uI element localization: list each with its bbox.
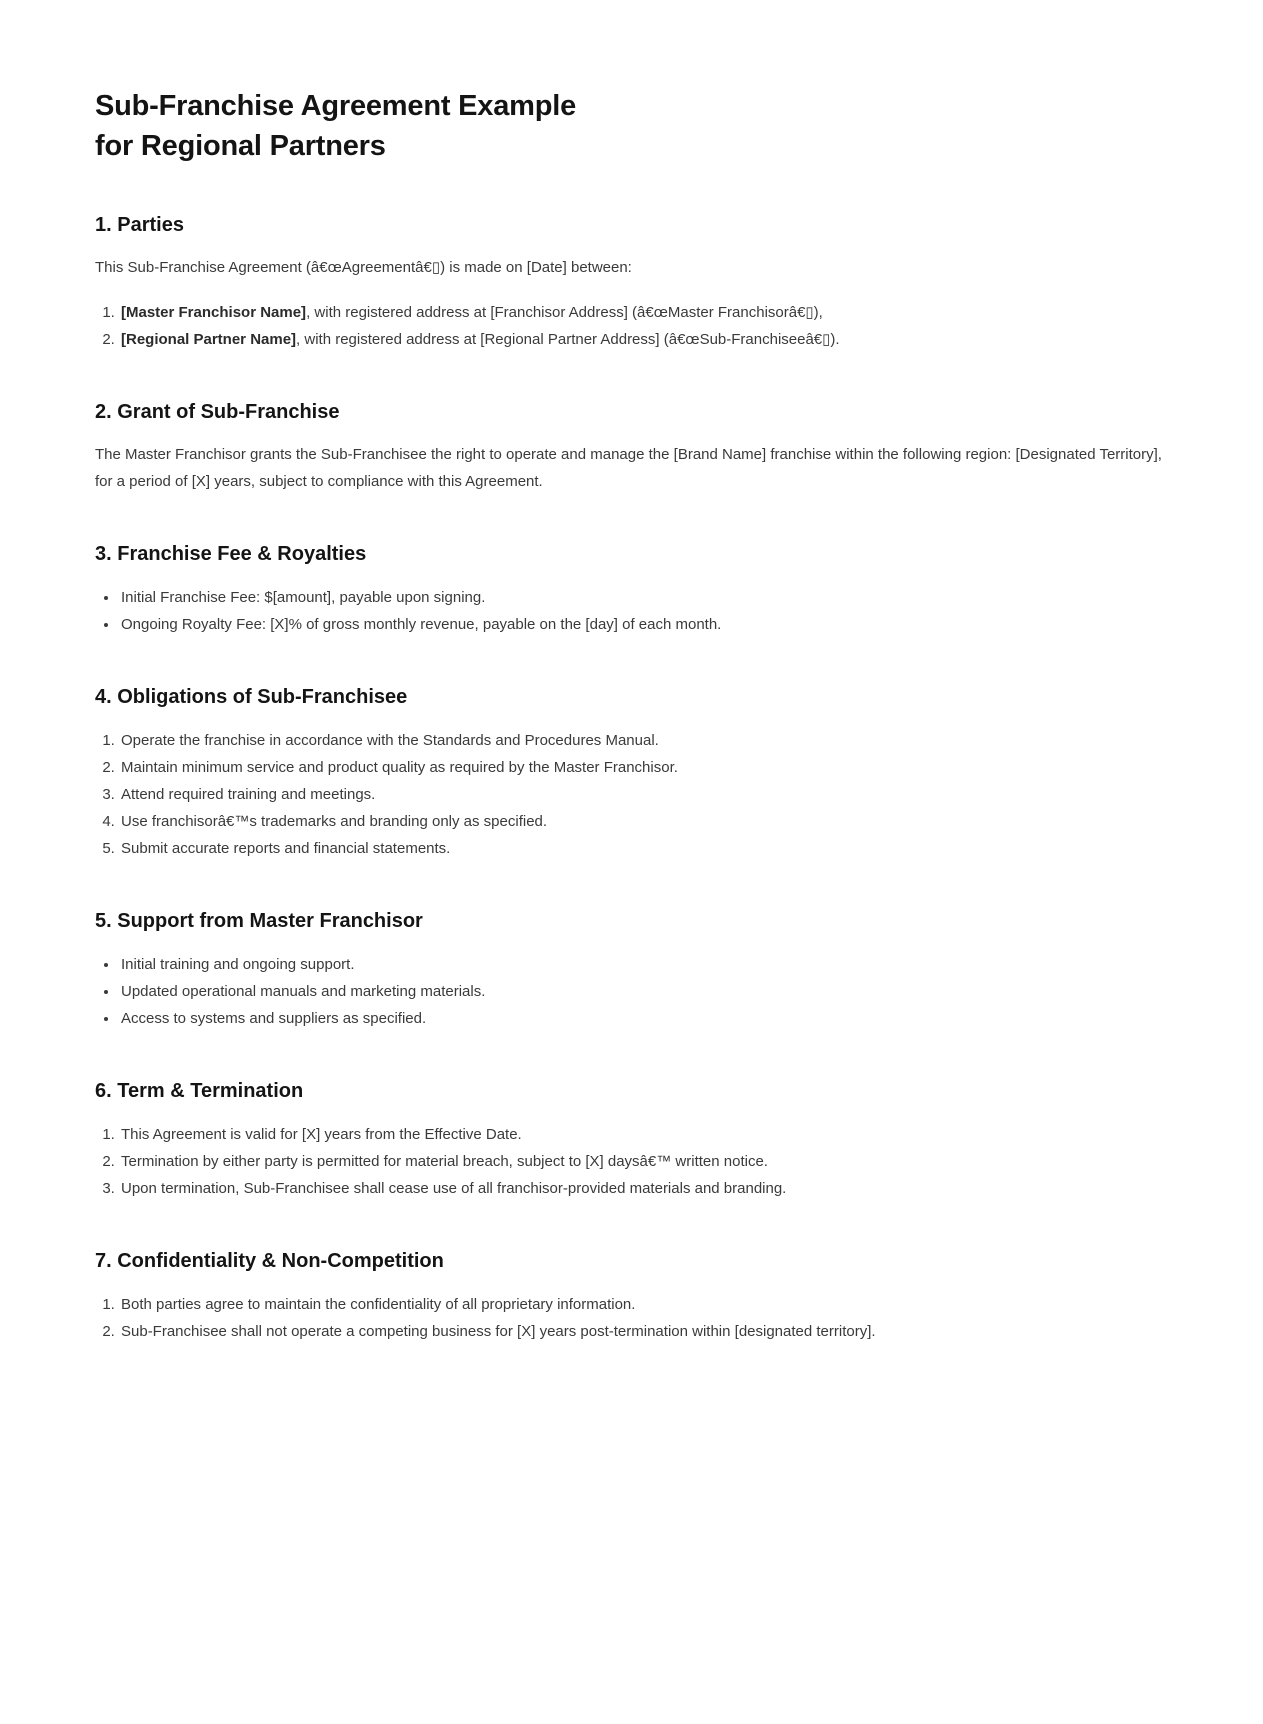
list-item: 2. Termination by either party is permitted for material breach, subject to [X] daysâ€™ written notice.	[119, 1148, 1168, 1175]
section-obligations-heading: 4. Obligations of Sub-Franchisee	[95, 685, 408, 708]
list-item: 3. Upon termination, Sub-Franchisee shall cease use of all franchisor-provided materials and branding.	[119, 1175, 1168, 1202]
list-item: 2. Maintain minimum service and product quality as required by the Master Franchisor.	[119, 754, 1168, 781]
list-item	[119, 299, 1168, 326]
document-title-line-2: for Regional Partners	[95, 130, 386, 163]
list-item: • Ongoing Royalty Fee: [X]% of gross monthly revenue, payable on the [day] of each month.	[119, 611, 1168, 638]
section-parties-heading: 1. Parties	[95, 214, 184, 237]
section-obligations	[95, 684, 1168, 862]
list-item	[119, 326, 1168, 353]
parties-list	[95, 299, 1168, 353]
section-parties	[95, 212, 1168, 353]
confidentiality-list	[95, 1291, 1168, 1345]
fees-list	[95, 584, 1168, 638]
section-confidentiality-heading: 7. Confidentiality & Non-Competition	[95, 1249, 444, 1272]
section-support-heading: 5. Support from Master Franchisor	[95, 909, 423, 932]
list-item: 2. Sub-Franchisee shall not operate a competing business for [X] years post-termination within [designated territory].	[119, 1318, 1168, 1345]
list-item: 1. Both parties agree to maintain the confidentiality of all proprietary information.	[119, 1291, 1168, 1318]
list-item: • Initial Franchise Fee: $[amount], payable upon signing.	[119, 584, 1168, 611]
list-item: 5. Submit accurate reports and financial statements.	[119, 835, 1168, 862]
support-list	[95, 951, 1168, 1032]
section-confidentiality	[95, 1248, 1168, 1345]
section-fees-heading: 3. Franchise Fee & Royalties	[95, 542, 367, 565]
document-title-line-1: Sub-Franchise Agreement Example	[95, 90, 577, 122]
list-item: • Access to systems and suppliers as specified.	[119, 1005, 1168, 1032]
list-item: 1. Operate the franchise in accordance with the Standards and Procedures Manual.	[119, 727, 1168, 754]
party-details: , with registered address at [Regional Partner Address] (â€œSub-Franchiseeâ€▯).	[296, 331, 840, 349]
section-support	[95, 908, 1168, 1032]
obligations-list	[95, 727, 1168, 862]
party-name-bold: [Master Franchisor Name]	[121, 304, 307, 322]
list-item: 3. Attend required training and meetings.	[119, 781, 1168, 808]
section-fees	[95, 541, 1168, 638]
list-item: • Updated operational manuals and marketing materials.	[119, 978, 1168, 1005]
list-item: 1. This Agreement is valid for [X] years from the Effective Date.	[119, 1121, 1168, 1148]
termination-list	[95, 1121, 1168, 1202]
section-termination	[95, 1078, 1168, 1202]
party-details: , with registered address at [Franchisor Address] (â€œMaster Franchisorâ€▯),	[306, 304, 823, 322]
section-grant-heading: 2. Grant of Sub-Franchise	[95, 401, 340, 424]
party-name-bold: [Regional Partner Name]	[121, 331, 297, 349]
section-termination-heading: 6. Term & Termination	[95, 1079, 304, 1102]
section-grant	[95, 399, 1168, 495]
list-item: 4. Use franchisorâ€™s trademarks and branding only as specified.	[119, 808, 1168, 835]
grant-paragraph: The Master Franchisor grants the Sub-Franchisee the right to operate and manage the [Brand Name] franchise within the following region: [Designated Territory], for a period of [X] years, subject to compliance with this Agreement.	[95, 446, 1162, 490]
parties-intro-paragraph: This Sub-Franchise Agreement (â€œAgreementâ€▯) is made on [Date] between:	[95, 259, 632, 277]
list-item: • Initial training and ongoing support.	[119, 951, 1168, 978]
document-title	[95, 86, 1168, 166]
